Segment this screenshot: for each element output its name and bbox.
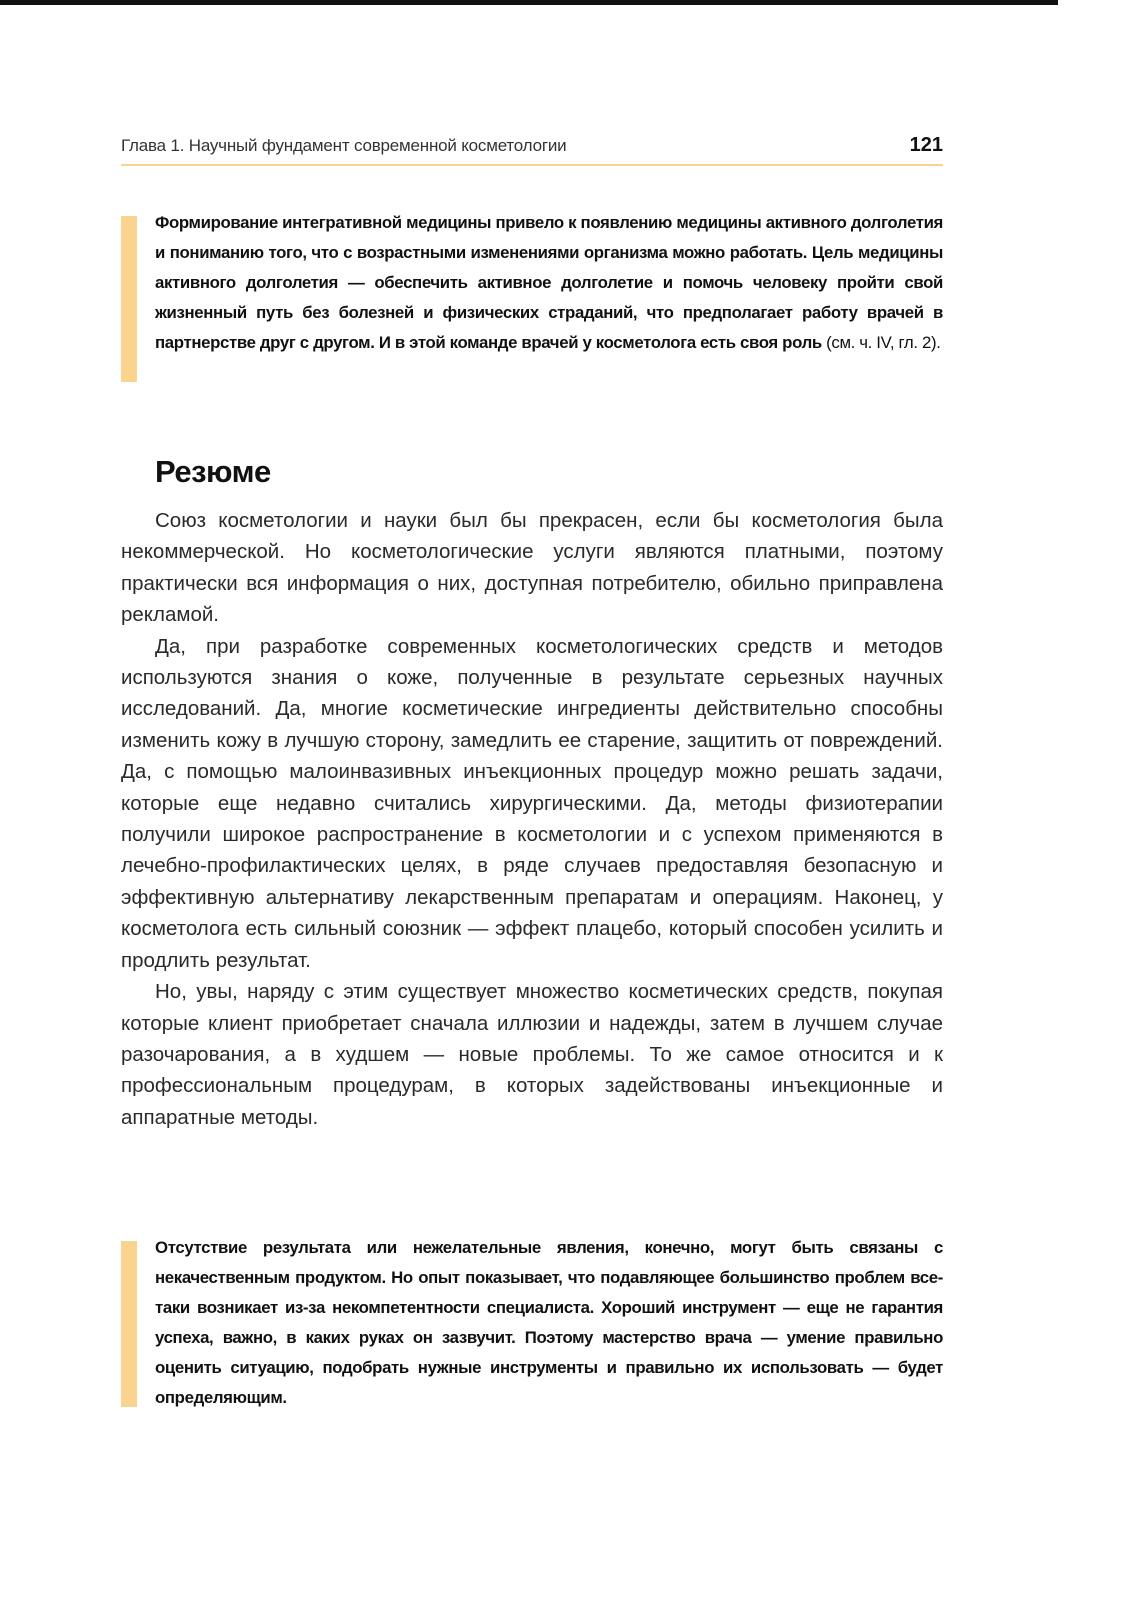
accent-bar (121, 216, 137, 382)
callout-text (155, 208, 943, 358)
callout-reference: (см. ч. IV, гл. 2). (821, 333, 941, 352)
paragraph-1: Союз косметологии и науки был бы прекрасен, если бы косметология была некоммерческой. Но косметологические услуги являются платными, поэтому практически вся информация о них, доступная потребителю, обильно приправлена рекламой. (121, 509, 943, 627)
highlight-box-competence (121, 1233, 943, 1413)
running-header (121, 134, 943, 166)
chapter-title: Глава 1. Научный фундамент современной косметологии (121, 136, 567, 155)
page-number: 121 (909, 134, 943, 156)
callout-bold-text: Отсутствие результата или нежелательные явления, конечно, могут быть связаны с некачественным продуктом. Но опыт показывает, что подавляющее большинство проблем все-таки возникает из-за некомпетентности специалиста. Хороший инструмент — еще не гарантия успеха, важно, в каких руках он зазвучит. Поэтому мастерство врача — умение правильно оценить ситуацию, подобрать нужные инструменты и правильно их использовать — будет определяющим. (155, 1238, 943, 1407)
highlight-box-longevity (121, 208, 943, 388)
section-body (121, 505, 943, 1133)
top-page-border (0, 0, 1058, 5)
callout-text (155, 1233, 943, 1413)
accent-bar (121, 1241, 137, 1407)
callout-bold-text: Формирование интегративной медицины привело к появлению медицины активного долголетия и пониманию того, что с возрастными изменениями организма можно работать. Цель медицины активного долголетия — обеспечить активное долголетие и помочь человеку пройти свой жизненный путь без болезней и физических страданий, что предполагает работу врачей в партнерстве друг с другом. И в этой команде врачей у косметолога есть своя роль (155, 213, 943, 352)
paragraph-3: Но, увы, наряду с этим существует множество косметических средств, покупая которые клиент приобретает сначала иллюзии и надежды, затем в лучшем случае разочарования, а в худшем — новые проблемы. То же самое относится и к профессиональным процедурам, в которых задействованы инъекционные и аппаратные методы. (121, 980, 943, 1129)
section-title: Резюме (155, 454, 271, 489)
paragraph-2: Да, при разработке современных косметологических средств и методов используются знания о коже, полученные в результате серьезных научных исследований. Да, многие косметические ингредиенты действительно способны изменить кожу в лучшую сторону, замедлить ее старение, защитить от повреждений. Да, с помощью малоинвазивных инъекционных процедур можно решать задачи, которые еще недавно считались хирургическими. Да, методы физиотерапии получили широкое распространение в косметологии и с успехом применяются в лечебно-профилактических целях, в ряде случаев предоставляя безопасную и эффективную альтернативу лекарственным препаратам и операциям. Наконец, у косметолога есть сильный союзник — эффект плацебо, который способен усилить и продлить результат. (121, 634, 943, 972)
